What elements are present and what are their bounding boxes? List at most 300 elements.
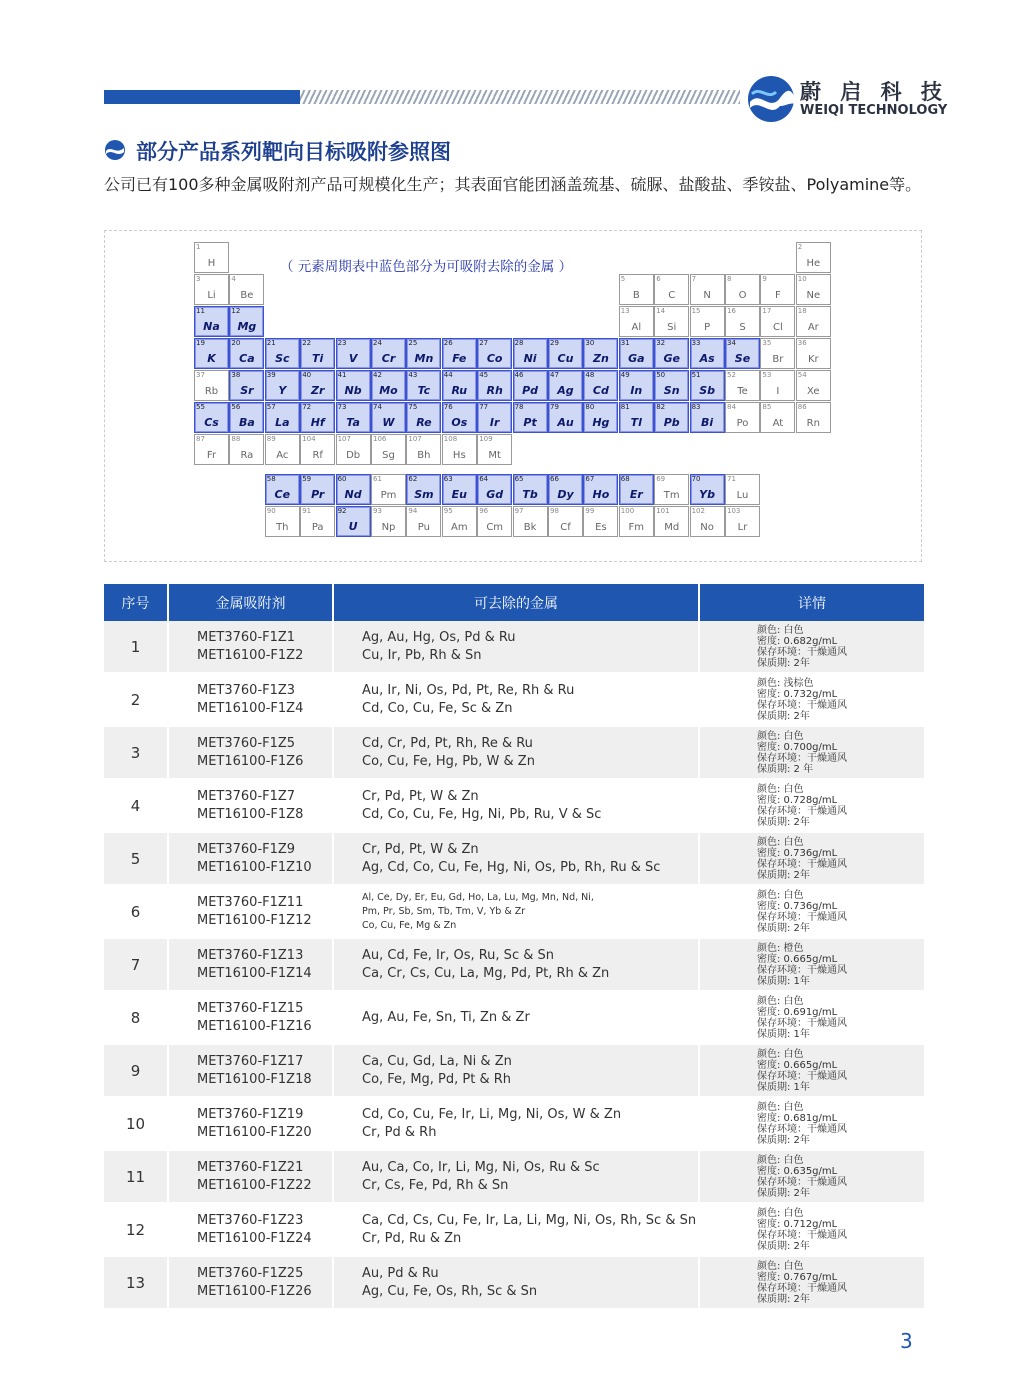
element-number: 88 xyxy=(231,435,241,443)
element-symbol: I xyxy=(776,386,780,397)
element-cell-s xyxy=(725,306,760,337)
element-symbol: Zr xyxy=(310,384,325,397)
row-number: 8 xyxy=(104,991,168,1044)
element-symbol: U xyxy=(348,520,358,533)
element-number: 99 xyxy=(585,507,595,515)
element-cell-co xyxy=(477,338,512,369)
detail-line: 保质期: 2年 xyxy=(757,869,810,881)
element-number: 82 xyxy=(656,403,666,411)
element-symbol: Hf xyxy=(310,416,325,429)
element-symbol: Ru xyxy=(451,384,468,397)
element-number: 64 xyxy=(479,475,489,483)
element-number: 102 xyxy=(691,507,705,515)
element-cell-pd xyxy=(513,370,548,401)
element-symbol: Ce xyxy=(274,488,291,501)
element-number: 51 xyxy=(691,371,701,379)
detail-line: 密度: 0.732g/mL xyxy=(757,688,838,700)
metals-cell xyxy=(333,1044,699,1097)
row-number: 9 xyxy=(104,1044,168,1097)
metals-line: Au, Pd & Ru xyxy=(362,1265,439,1281)
element-number: 50 xyxy=(656,371,666,379)
element-cell-lr xyxy=(725,506,760,537)
element-number: 101 xyxy=(656,507,670,515)
element-cell-pr xyxy=(300,474,335,505)
row-number: 13 xyxy=(104,1256,168,1309)
element-number: 32 xyxy=(656,339,666,347)
element-number: 97 xyxy=(514,507,524,515)
element-cell-al xyxy=(619,306,654,337)
element-cell-be xyxy=(229,274,264,305)
element-number: 73 xyxy=(337,403,347,411)
element-symbol: Ti xyxy=(312,352,324,365)
element-number: 94 xyxy=(408,507,418,515)
adsorbent-code: MET3760-F1Z19 xyxy=(197,1106,304,1122)
element-cell-au xyxy=(548,402,583,433)
header-band-stripes xyxy=(300,90,740,104)
details-cell xyxy=(699,832,924,885)
element-number: 35 xyxy=(762,339,772,347)
adsorbent-code: MET3760-F1Z23 xyxy=(197,1212,304,1228)
element-cell-p xyxy=(690,306,725,337)
element-number: 13 xyxy=(620,307,630,315)
details-cell xyxy=(699,726,924,779)
detail-line: 颜色: 白色 xyxy=(757,995,804,1007)
element-symbol: Be xyxy=(240,290,254,301)
element-cell-ir xyxy=(477,402,512,433)
element-cell-ni xyxy=(513,338,548,369)
element-number: 36 xyxy=(797,339,807,347)
element-symbol: Si xyxy=(667,322,677,333)
element-symbol: Rb xyxy=(204,386,219,397)
detail-line: 颜色: 白色 xyxy=(757,1207,804,1219)
element-cell-k xyxy=(194,338,229,369)
metals-cell xyxy=(333,991,699,1044)
metals-cell xyxy=(333,621,699,673)
detail-line: 颜色: 白色 xyxy=(757,783,804,795)
element-cell-np xyxy=(371,506,406,537)
element-symbol: Sg xyxy=(382,450,395,461)
element-cell-na xyxy=(194,306,229,337)
element-symbol: Mg xyxy=(237,320,257,333)
table-row xyxy=(104,673,924,726)
element-cell-fr xyxy=(194,434,229,465)
element-cell-n xyxy=(690,274,725,305)
element-number: 70 xyxy=(691,475,701,483)
element-cell-pt xyxy=(513,402,548,433)
element-number: 48 xyxy=(585,371,595,379)
element-symbol: Y xyxy=(278,384,287,397)
metals-line: Cr, Cs, Fe, Pd, Rh & Sn xyxy=(362,1177,509,1193)
element-cell-cm xyxy=(477,506,512,537)
element-symbol: Re xyxy=(416,416,432,429)
element-number: 28 xyxy=(514,339,524,347)
detail-line: 密度: 0.691g/mL xyxy=(757,1006,838,1018)
element-cell-hs xyxy=(442,434,477,465)
element-symbol: Yb xyxy=(699,488,716,501)
element-number: 59 xyxy=(302,475,312,483)
element-symbol: Ir xyxy=(489,416,500,429)
element-number: 30 xyxy=(585,339,595,347)
element-number: 15 xyxy=(691,307,701,315)
row-number: 4 xyxy=(104,779,168,832)
element-number: 27 xyxy=(479,339,489,347)
element-symbol: In xyxy=(630,384,643,397)
element-number: 1 xyxy=(196,243,201,251)
element-cell-f xyxy=(760,274,795,305)
element-cell-la xyxy=(265,402,300,433)
product-table xyxy=(104,584,924,1310)
element-number: 47 xyxy=(550,371,559,379)
element-number: 103 xyxy=(727,507,741,515)
detail-line: 颜色: 白色 xyxy=(757,1048,804,1060)
element-number: 25 xyxy=(408,339,418,347)
detail-line: 保存环境：干燥通风 xyxy=(757,858,847,870)
element-cell-sr xyxy=(229,370,264,401)
adsorbent-code: MET16100-F1Z4 xyxy=(197,700,304,716)
element-number: 57 xyxy=(266,403,276,411)
detail-line: 密度: 0.736g/mL xyxy=(757,847,838,859)
element-symbol: Bi xyxy=(701,416,714,429)
table-row xyxy=(104,1044,924,1097)
element-symbol: Pr xyxy=(311,488,325,501)
table-row xyxy=(104,938,924,991)
element-cell-zr xyxy=(300,370,335,401)
element-cell-rn xyxy=(796,402,831,433)
adsorbent-code: MET3760-F1Z21 xyxy=(197,1159,304,1175)
element-cell-cl xyxy=(760,306,795,337)
element-cell-sg xyxy=(371,434,406,465)
details-cell xyxy=(699,1097,924,1150)
detail-line: 保质期: 2年 xyxy=(757,1240,810,1252)
element-symbol: Nb xyxy=(344,384,362,397)
adsorbent-cell xyxy=(168,1256,333,1309)
element-cell-mt xyxy=(477,434,512,465)
metals-line: Ag, Au, Hg, Os, Pd & Ru xyxy=(362,629,516,645)
detail-line: 保存环境：干燥通风 xyxy=(757,646,847,658)
element-number: 72 xyxy=(302,403,312,411)
element-symbol: Mt xyxy=(488,450,501,461)
adsorbent-cell xyxy=(168,673,333,726)
element-number: 37 xyxy=(196,371,205,379)
element-cell-nb xyxy=(336,370,371,401)
adsorbent-cell xyxy=(168,1044,333,1097)
element-symbol: Ag xyxy=(557,384,574,397)
element-symbol: Er xyxy=(629,488,643,501)
element-number: 106 xyxy=(373,435,387,443)
detail-line: 保存环境：干燥通风 xyxy=(757,1176,847,1188)
table-row xyxy=(104,1150,924,1203)
element-number: 20 xyxy=(231,339,241,347)
element-number: 26 xyxy=(443,339,453,347)
row-number: 7 xyxy=(104,938,168,991)
element-symbol: Fe xyxy=(452,352,467,365)
element-cell-rh xyxy=(477,370,512,401)
detail-line: 颜色: 橙色 xyxy=(757,942,804,954)
weiqi-logo-icon xyxy=(746,74,798,124)
element-number: 75 xyxy=(408,403,418,411)
element-symbol: Ac xyxy=(276,450,289,461)
element-symbol: Lu xyxy=(736,490,749,501)
element-number: 66 xyxy=(550,475,559,483)
detail-line: 密度: 0.682g/mL xyxy=(757,635,838,647)
element-number: 14 xyxy=(656,307,666,315)
element-cell-tl xyxy=(619,402,654,433)
element-cell-he xyxy=(796,242,831,273)
element-symbol: Sr xyxy=(240,384,254,397)
metals-line: Cr, Pd, Pt, W & Zn xyxy=(362,841,479,857)
element-number: 2 xyxy=(797,243,803,251)
detail-line: 密度: 0.665g/mL xyxy=(757,1059,838,1071)
details-cell xyxy=(699,885,924,938)
element-symbol: H xyxy=(207,258,216,269)
element-cell-re xyxy=(406,402,441,433)
metals-line: Cd, Co, Cu, Fe, Sc & Zn xyxy=(362,700,513,716)
detail-line: 颜色: 白色 xyxy=(757,624,804,636)
metals-line: Ca, Cd, Cs, Cu, Fe, Ir, La, Li, Mg, Ni, Os, Rh, Sc & Sn xyxy=(362,1212,697,1228)
element-cell-h xyxy=(194,242,229,273)
element-symbol: B xyxy=(632,290,640,301)
metals-cell xyxy=(333,938,699,991)
element-symbol: Pu xyxy=(417,522,430,533)
element-cell-cu xyxy=(548,338,583,369)
element-number: 38 xyxy=(231,371,241,379)
element-number: 22 xyxy=(302,339,312,347)
element-number: 54 xyxy=(797,371,807,379)
row-number: 1 xyxy=(104,621,168,673)
element-symbol: W xyxy=(382,416,395,429)
element-symbol: Rh xyxy=(486,384,503,397)
element-cell-ba xyxy=(229,402,264,433)
element-cell-zn xyxy=(583,338,618,369)
element-number: 68 xyxy=(620,475,630,483)
element-number: 42 xyxy=(373,371,382,379)
table-row xyxy=(104,885,924,938)
adsorbent-cell xyxy=(168,991,333,1044)
element-symbol: Zn xyxy=(592,352,609,365)
element-cell-c xyxy=(654,274,689,305)
element-cell-sm xyxy=(406,474,441,505)
element-cell-ra xyxy=(229,434,264,465)
element-cell-no xyxy=(690,506,725,537)
adsorbent-code: MET3760-F1Z11 xyxy=(197,894,304,910)
element-cell-ne xyxy=(796,274,831,305)
brand-name-cn: 蔚 启 科 技 xyxy=(800,80,948,104)
detail-line: 保质期: 1年 xyxy=(757,1081,810,1093)
element-cell-pb xyxy=(654,402,689,433)
adsorbent-code: MET3760-F1Z9 xyxy=(197,841,296,857)
metals-cell xyxy=(333,1150,699,1203)
element-cell-se xyxy=(725,338,760,369)
header-band xyxy=(104,90,300,104)
detail-line: 保存环境：干燥通风 xyxy=(757,1123,847,1135)
element-number: 90 xyxy=(266,507,276,515)
element-number: 18 xyxy=(797,307,807,315)
element-symbol: No xyxy=(700,522,714,533)
element-number: 65 xyxy=(514,475,524,483)
element-cell-bk xyxy=(513,506,548,537)
element-number: 108 xyxy=(443,435,458,443)
element-symbol: Bk xyxy=(523,522,537,533)
element-cell-hf xyxy=(300,402,335,433)
element-cell-lu xyxy=(725,474,760,505)
details-cell xyxy=(699,673,924,726)
adsorbent-code: MET16100-F1Z14 xyxy=(197,965,312,981)
element-cell-tc xyxy=(406,370,441,401)
metals-line: Cu, Ir, Pb, Rh & Sn xyxy=(362,647,482,663)
element-number: 62 xyxy=(408,475,418,483)
element-symbol: Ar xyxy=(807,322,819,333)
adsorbent-code: MET16100-F1Z8 xyxy=(197,806,304,822)
element-cell-fe xyxy=(442,338,477,369)
details-cell xyxy=(699,1203,924,1256)
element-cell-kr xyxy=(796,338,831,369)
element-number: 86 xyxy=(797,403,807,411)
element-number: 52 xyxy=(727,371,736,379)
element-cell-i xyxy=(760,370,795,401)
element-number: 77 xyxy=(479,403,489,411)
detail-line: 颜色: 白色 xyxy=(757,1101,804,1113)
section-title: 部分产品系列靶向目标吸附参照图 xyxy=(136,140,451,164)
element-cell-gd xyxy=(477,474,512,505)
element-cell-pm xyxy=(371,474,406,505)
details-cell xyxy=(699,938,924,991)
element-number: 34 xyxy=(727,339,736,347)
element-number: 87 xyxy=(196,435,205,443)
element-number: 81 xyxy=(620,403,630,411)
metals-line: Cd, Co, Cu, Fe, Ir, Li, Mg, Ni, Os, W & Zn xyxy=(362,1106,622,1122)
element-symbol: Dy xyxy=(557,488,574,501)
element-symbol: Ga xyxy=(628,352,645,365)
element-cell-dy xyxy=(548,474,583,505)
element-symbol: Po xyxy=(736,418,749,429)
element-cell-yb xyxy=(690,474,725,505)
metals-cell xyxy=(333,885,699,938)
element-cell-ag xyxy=(548,370,583,401)
detail-line: 保质期: 1年 xyxy=(757,975,810,987)
detail-line: 保质期: 2年 xyxy=(757,816,810,828)
adsorbent-code: MET16100-F1Z2 xyxy=(197,647,304,663)
detail-line: 密度: 0.635g/mL xyxy=(757,1165,838,1177)
element-cell-te xyxy=(725,370,760,401)
table-row xyxy=(104,621,924,673)
element-number: 60 xyxy=(337,475,347,483)
element-cell-pa xyxy=(300,506,335,537)
detail-line: 保存环境：干燥通风 xyxy=(757,1229,847,1241)
metals-line: Cr, Pd & Rh xyxy=(362,1124,437,1140)
element-symbol: Sc xyxy=(275,352,290,365)
element-number: 16 xyxy=(727,307,736,315)
adsorbent-cell xyxy=(168,621,333,673)
intro-paragraph: 公司已有100多种金属吸附剂产品可规模化生产；其表面官能团涵盖巯基、硫脲、盐酸盐、季铵盐、Polyamine等。 xyxy=(104,175,922,194)
element-symbol: V xyxy=(348,352,358,365)
table-row xyxy=(104,726,924,779)
adsorbent-code: MET3760-F1Z13 xyxy=(197,947,304,963)
element-cell-ce xyxy=(265,474,300,505)
element-cell-as xyxy=(690,338,725,369)
element-cell-po xyxy=(725,402,760,433)
row-number: 2 xyxy=(104,673,168,726)
row-number: 3 xyxy=(104,726,168,779)
row-number: 11 xyxy=(104,1150,168,1203)
element-cell-sn xyxy=(654,370,689,401)
element-cell-xe xyxy=(796,370,831,401)
detail-line: 密度: 0.736g/mL xyxy=(757,900,838,912)
detail-line: 密度: 0.700g/mL xyxy=(757,741,838,753)
element-symbol: Mo xyxy=(379,384,398,397)
metals-cell xyxy=(333,673,699,726)
element-symbol: Cm xyxy=(486,522,504,533)
element-cell-db xyxy=(336,434,371,465)
metals-cell xyxy=(333,726,699,779)
brand-name-en: WEIQI TECHNOLOGY xyxy=(800,103,948,118)
element-symbol: Ge xyxy=(663,352,680,365)
section-bullet-icon xyxy=(104,139,126,161)
element-symbol: Ho xyxy=(592,488,610,501)
element-cell-w xyxy=(371,402,406,433)
element-symbol: Br xyxy=(772,354,784,365)
element-number: 74 xyxy=(373,403,382,411)
element-number: 53 xyxy=(762,371,772,379)
adsorbent-code: MET3760-F1Z7 xyxy=(197,788,296,804)
element-symbol: Au xyxy=(557,416,574,429)
element-symbol: Tm xyxy=(663,490,680,501)
element-symbol: As xyxy=(699,352,715,365)
element-symbol: La xyxy=(275,416,290,429)
element-cell-br xyxy=(760,338,795,369)
element-symbol: Ra xyxy=(240,450,254,461)
table-row xyxy=(104,832,924,885)
element-symbol: Fr xyxy=(206,450,217,461)
element-symbol: Se xyxy=(734,352,751,365)
detail-line: 密度: 0.665g/mL xyxy=(757,953,838,965)
element-symbol: Pa xyxy=(311,522,324,533)
detail-line: 颜色: 白色 xyxy=(757,1260,804,1272)
element-symbol: At xyxy=(772,418,784,429)
element-cell-tb xyxy=(513,474,548,505)
element-symbol: Hs xyxy=(452,450,466,461)
periodic-table-note: （ 元素周期表中蓝色部分为可吸附去除的金属 ） xyxy=(280,259,573,275)
element-symbol: Hg xyxy=(592,416,610,429)
metals-line: Ca, Cu, Gd, La, Ni & Zn xyxy=(362,1053,512,1069)
metals-line: Au, Ir, Ni, Os, Pd, Pt, Re, Rh & Ru xyxy=(362,682,575,698)
element-cell-bh xyxy=(406,434,441,465)
detail-line: 保存环境：干燥通风 xyxy=(757,699,847,711)
element-symbol: Ca xyxy=(239,352,255,365)
row-number: 10 xyxy=(104,1097,168,1150)
element-symbol: Os xyxy=(451,416,468,429)
element-symbol: Ba xyxy=(238,416,255,429)
element-cell-os xyxy=(442,402,477,433)
element-symbol: Tc xyxy=(417,384,431,397)
element-number: 95 xyxy=(443,507,453,515)
adsorbent-code: MET3760-F1Z5 xyxy=(197,735,296,751)
element-number: 61 xyxy=(373,475,382,483)
element-cell-ca xyxy=(229,338,264,369)
element-cell-sb xyxy=(690,370,725,401)
adsorbent-code: MET16100-F1Z10 xyxy=(197,859,312,875)
element-number: 67 xyxy=(585,475,595,483)
details-cell xyxy=(699,621,924,673)
detail-line: 密度: 0.712g/mL xyxy=(757,1218,838,1230)
element-cell-ga xyxy=(619,338,654,369)
metals-line: Cd, Co, Cu, Fe, Hg, Ni, Pb, Ru, V & Sc xyxy=(362,806,602,822)
element-symbol: Md xyxy=(664,522,680,533)
table-row xyxy=(104,779,924,832)
element-cell-eu xyxy=(442,474,477,505)
element-cell-rf xyxy=(300,434,335,465)
detail-line: 保存环境：干燥通风 xyxy=(757,1017,847,1029)
element-cell-rb xyxy=(194,370,229,401)
